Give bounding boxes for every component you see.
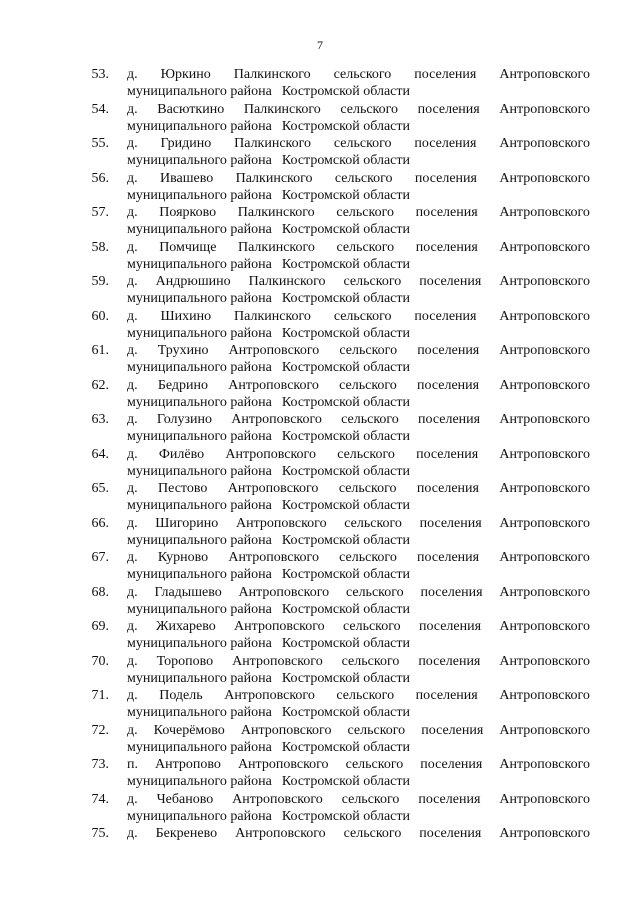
municipal-district-text: муниципального района xyxy=(127,291,272,306)
locality-name: Ивашево xyxy=(159,170,214,186)
item-second-line xyxy=(127,566,410,583)
word-settlement: поселения xyxy=(416,446,479,462)
municipal-district-text: муниципального района xyxy=(127,601,272,617)
locality-name: Голузино xyxy=(156,412,213,427)
locality-name: Шигорино xyxy=(155,515,219,531)
item-first-line xyxy=(127,135,590,152)
municipal-district-text: муниципального района xyxy=(127,118,272,134)
item-second-line xyxy=(127,394,410,411)
list-item xyxy=(0,722,640,757)
locality-type: д. xyxy=(127,826,138,841)
item-second-line xyxy=(127,187,410,204)
item-first-line xyxy=(127,411,590,428)
item-first-line xyxy=(127,101,590,118)
district-name: Антроповского xyxy=(499,481,590,496)
item-second-line xyxy=(127,152,410,169)
locality-type: д. xyxy=(127,619,138,634)
word-rural: сельского xyxy=(334,170,393,186)
municipal-district-text: муниципального района xyxy=(127,463,272,479)
item-number: 59. xyxy=(91,274,109,289)
district-name: Антроповского xyxy=(499,308,590,324)
district-name: Антроповского xyxy=(499,136,590,151)
region-text: Костромской области xyxy=(281,808,411,824)
locality-type: д. xyxy=(127,722,138,738)
settlement-name: Палкинского xyxy=(237,205,315,220)
list-item xyxy=(0,791,640,826)
region-text: Костромской области xyxy=(281,567,411,582)
municipal-district-text: муниципального района xyxy=(127,670,272,686)
item-first-line xyxy=(127,170,590,187)
list-item xyxy=(0,825,640,860)
word-rural: сельского xyxy=(341,791,400,807)
item-first-line xyxy=(127,584,590,601)
region-text: Костромской области xyxy=(281,705,411,720)
word-rural: сельского xyxy=(338,481,397,496)
word-settlement: поселения xyxy=(417,343,480,358)
locality-type: д. xyxy=(127,308,138,324)
district-name: Антроповского xyxy=(499,446,590,462)
municipal-district-text: муниципального района xyxy=(127,739,272,755)
word-settlement: поселения xyxy=(416,481,479,496)
municipal-district-text: муниципального района xyxy=(127,429,272,444)
settlement-list xyxy=(0,66,640,860)
item-first-line xyxy=(127,377,590,394)
word-rural: сельского xyxy=(336,239,395,255)
item-first-line xyxy=(127,480,590,497)
item-first-line xyxy=(127,756,590,773)
item-number: 54. xyxy=(91,101,109,117)
district-name: Антроповского xyxy=(499,550,590,565)
list-item xyxy=(0,342,640,377)
region-text: Костромской области xyxy=(281,291,411,306)
district-name: Антроповского xyxy=(499,239,590,255)
municipal-district-text: муниципального района xyxy=(127,84,272,99)
region-text: Костромской области xyxy=(281,360,411,375)
item-second-line xyxy=(127,635,410,652)
settlement-name: Антроповского xyxy=(228,343,320,358)
item-first-line xyxy=(127,791,590,808)
locality-name: Юркино xyxy=(160,67,211,82)
district-name: Антроповского xyxy=(499,412,590,427)
district-name: Антроповского xyxy=(499,757,590,772)
region-text: Костромской области xyxy=(281,774,411,789)
item-number: 62. xyxy=(91,377,109,393)
region-text: Костромской области xyxy=(281,187,411,203)
word-rural: сельского xyxy=(345,584,404,600)
item-second-line xyxy=(127,532,410,549)
locality-name: Поярково xyxy=(159,205,217,220)
region-text: Костромской области xyxy=(281,153,411,168)
settlement-name: Палкинского xyxy=(237,239,315,255)
region-text: Костромской области xyxy=(281,118,411,134)
municipal-district-text: муниципального района xyxy=(127,256,272,272)
list-item xyxy=(0,135,640,170)
word-settlement: поселения xyxy=(420,584,483,600)
item-number: 63. xyxy=(91,412,109,427)
district-name: Антроповского xyxy=(499,170,590,186)
word-settlement: поселения xyxy=(417,377,480,393)
list-item xyxy=(0,308,640,343)
district-name: Антроповского xyxy=(499,584,590,600)
district-name: Антроповского xyxy=(499,619,590,634)
word-settlement: поселения xyxy=(419,274,482,289)
settlement-name: Антроповского xyxy=(224,688,315,703)
item-second-line xyxy=(127,325,410,342)
item-number: 64. xyxy=(91,446,109,462)
list-item xyxy=(0,411,640,446)
item-first-line xyxy=(127,618,590,635)
municipal-district-text: муниципального района xyxy=(127,567,272,582)
district-name: Антроповского xyxy=(499,688,590,703)
locality-name: Чебаново xyxy=(156,791,214,807)
word-rural: сельского xyxy=(333,67,392,82)
item-first-line xyxy=(127,687,590,704)
locality-type: д. xyxy=(127,377,138,393)
region-text: Костромской области xyxy=(281,463,411,479)
settlement-name: Антроповского xyxy=(232,791,323,807)
item-first-line xyxy=(127,515,590,532)
item-second-line xyxy=(127,601,410,618)
item-first-line xyxy=(127,342,590,359)
item-second-line xyxy=(127,290,410,307)
item-number: 57. xyxy=(91,205,109,220)
list-item xyxy=(0,273,640,308)
locality-type: д. xyxy=(127,550,138,565)
settlement-name: Антроповского xyxy=(228,550,319,565)
locality-type: п. xyxy=(127,757,138,772)
locality-name: Андрюшино xyxy=(155,274,231,289)
item-second-line xyxy=(127,83,410,100)
settlement-name: Антроповского xyxy=(234,619,325,634)
item-number: 70. xyxy=(91,653,109,669)
locality-type: д. xyxy=(127,515,138,531)
municipal-district-text: муниципального района xyxy=(127,360,272,375)
word-settlement: поселения xyxy=(414,308,477,324)
district-name: Антроповского xyxy=(499,826,590,841)
locality-name: Шихино xyxy=(160,308,212,324)
list-item xyxy=(0,101,640,136)
settlement-name: Антроповского xyxy=(228,377,319,393)
word-rural: сельского xyxy=(333,136,392,151)
item-first-line xyxy=(127,239,590,256)
item-number: 72. xyxy=(91,722,109,738)
item-second-line xyxy=(127,118,410,135)
item-number: 75. xyxy=(91,826,109,841)
locality-name: Антропово xyxy=(155,757,221,772)
word-settlement: поселения xyxy=(420,757,483,772)
locality-type: д. xyxy=(127,343,138,358)
item-first-line xyxy=(127,446,590,463)
locality-type: д. xyxy=(127,584,138,600)
settlement-name: Антроповского xyxy=(231,412,322,427)
word-rural: сельского xyxy=(341,412,399,427)
item-second-line xyxy=(127,773,410,790)
word-rural: сельского xyxy=(339,343,398,358)
word-settlement: поселения xyxy=(415,205,478,220)
list-item xyxy=(0,515,640,550)
item-second-line xyxy=(127,670,410,687)
region-text: Костромской области xyxy=(281,532,411,548)
locality-type: д. xyxy=(127,274,138,289)
list-item xyxy=(0,618,640,653)
item-number: 68. xyxy=(91,584,109,600)
word-settlement: поселения xyxy=(414,67,477,82)
locality-name: Филёво xyxy=(158,446,205,462)
item-first-line xyxy=(127,204,590,221)
list-item xyxy=(0,446,640,481)
district-name: Антроповского xyxy=(499,722,590,738)
word-rural: сельского xyxy=(347,722,406,738)
word-settlement: поселения xyxy=(418,653,481,669)
settlement-name: Палкинского xyxy=(243,101,321,117)
locality-name: Гладышево xyxy=(154,584,222,600)
item-number: 66. xyxy=(91,515,109,531)
region-text: Костромской области xyxy=(281,222,411,237)
word-rural: сельского xyxy=(336,688,395,703)
item-second-line xyxy=(127,359,410,376)
item-number: 73. xyxy=(91,757,109,772)
district-name: Антроповского xyxy=(499,67,590,82)
region-text: Костромской области xyxy=(281,325,411,341)
item-number: 65. xyxy=(91,481,109,496)
locality-name: Кочерёмово xyxy=(153,722,225,738)
municipal-district-text: муниципального района xyxy=(127,187,272,203)
item-second-line xyxy=(127,808,410,825)
locality-type: д. xyxy=(127,67,138,82)
item-number: 69. xyxy=(91,619,109,634)
region-text: Костромской области xyxy=(281,394,411,410)
region-text: Костромской области xyxy=(281,601,411,617)
locality-name: Торопово xyxy=(156,653,214,669)
locality-type: д. xyxy=(127,688,138,703)
item-second-line xyxy=(127,256,410,273)
word-settlement: поселения xyxy=(418,619,482,634)
municipal-district-text: муниципального района xyxy=(127,498,272,513)
locality-type: д. xyxy=(127,205,138,220)
item-first-line xyxy=(127,549,590,566)
region-text: Костромской области xyxy=(281,84,411,99)
list-item xyxy=(0,170,640,205)
locality-name: Помчище xyxy=(159,239,217,255)
region-text: Костромской области xyxy=(281,670,411,686)
region-text: Костромской области xyxy=(281,739,411,755)
word-rural: сельского xyxy=(337,446,395,462)
word-settlement: поселения xyxy=(419,826,482,841)
item-first-line xyxy=(127,825,590,842)
word-settlement: поселения xyxy=(415,239,478,255)
item-number: 55. xyxy=(91,136,109,151)
region-text: Костромской области xyxy=(281,429,411,444)
settlement-name: Антроповского xyxy=(232,653,323,669)
locality-name: Васюткино xyxy=(157,101,225,117)
municipal-district-text: муниципального района xyxy=(127,705,272,720)
settlement-name: Палкинского xyxy=(248,274,326,289)
settlement-name: Антроповского xyxy=(235,515,327,531)
district-name: Антроповского xyxy=(499,515,590,531)
item-number: 53. xyxy=(91,67,109,82)
district-name: Антроповского xyxy=(499,653,590,669)
district-name: Антроповского xyxy=(499,343,590,358)
list-item xyxy=(0,687,640,722)
locality-name: Гридино xyxy=(160,136,212,151)
list-item xyxy=(0,756,640,791)
settlement-name: Палкинского xyxy=(234,308,311,324)
locality-name: Жихарево xyxy=(155,619,216,634)
municipal-district-text: муниципального района xyxy=(127,222,272,237)
word-settlement: поселения xyxy=(418,791,481,807)
word-settlement: поселения xyxy=(414,170,477,186)
settlement-name: Антроповского xyxy=(227,481,319,496)
locality-name: Курново xyxy=(157,550,209,565)
municipal-district-text: муниципального района xyxy=(127,153,272,168)
word-rural: сельского xyxy=(341,653,400,669)
item-number: 61. xyxy=(91,343,109,358)
item-second-line xyxy=(127,704,410,721)
list-item xyxy=(0,653,640,688)
list-item xyxy=(0,549,640,584)
word-rural: сельского xyxy=(333,308,392,324)
locality-name: Подель xyxy=(159,688,203,703)
word-rural: сельского xyxy=(339,377,397,393)
item-number: 58. xyxy=(91,239,109,255)
locality-type: д. xyxy=(127,136,138,151)
item-number: 60. xyxy=(91,308,109,324)
item-second-line xyxy=(127,221,410,238)
municipal-district-text: муниципального района xyxy=(127,394,272,410)
word-rural: сельского xyxy=(344,515,402,531)
word-settlement: поселения xyxy=(421,722,484,738)
municipal-district-text: муниципального района xyxy=(127,325,272,341)
list-item xyxy=(0,204,640,239)
word-rural: сельского xyxy=(345,757,404,772)
settlement-name: Палкинского xyxy=(234,136,312,151)
locality-type: д. xyxy=(127,412,138,427)
word-rural: сельского xyxy=(342,619,401,634)
municipal-district-text: муниципального района xyxy=(127,774,272,789)
item-number: 74. xyxy=(91,791,109,807)
list-item xyxy=(0,377,640,412)
word-settlement: поселения xyxy=(419,515,482,531)
word-settlement: поселения xyxy=(417,101,480,117)
region-text: Костромской области xyxy=(281,636,411,651)
settlement-name: Антроповского xyxy=(235,826,326,841)
page-number: 7 xyxy=(317,38,323,52)
list-item xyxy=(0,480,640,515)
locality-name: Бекренево xyxy=(155,826,218,841)
item-second-line xyxy=(127,739,410,756)
item-first-line xyxy=(127,722,590,739)
word-settlement: поселения xyxy=(417,550,480,565)
locality-type: д. xyxy=(127,791,138,807)
district-name: Антроповского xyxy=(499,101,590,117)
word-rural: сельского xyxy=(343,826,402,841)
word-settlement: поселения xyxy=(418,412,481,427)
settlement-name: Палкинского xyxy=(233,67,311,82)
word-rural: сельского xyxy=(339,550,397,565)
word-rural: сельского xyxy=(340,101,399,117)
municipal-district-text: муниципального района xyxy=(127,636,272,651)
settlement-name: Антроповского xyxy=(240,722,332,738)
locality-type: д. xyxy=(127,446,138,462)
settlement-name: Антроповского xyxy=(237,757,329,772)
municipal-district-text: муниципального района xyxy=(127,808,272,824)
item-number: 67. xyxy=(91,550,109,565)
locality-name: Трухино xyxy=(157,343,209,358)
list-item xyxy=(0,584,640,619)
municipal-district-text: муниципального района xyxy=(127,532,272,548)
item-second-line xyxy=(127,428,410,445)
item-first-line xyxy=(127,308,590,325)
item-first-line xyxy=(127,273,590,290)
locality-type: д. xyxy=(127,653,138,669)
item-number: 71. xyxy=(91,688,109,703)
region-text: Костромской области xyxy=(281,498,411,513)
word-settlement: поселения xyxy=(415,688,478,703)
locality-type: д. xyxy=(127,481,138,496)
locality-type: д. xyxy=(127,170,138,186)
word-rural: сельского xyxy=(343,274,402,289)
locality-name: Пестово xyxy=(158,481,208,496)
locality-type: д. xyxy=(127,239,138,255)
word-settlement: поселения xyxy=(414,136,477,151)
locality-type: д. xyxy=(127,101,138,117)
district-name: Антроповского xyxy=(499,205,590,220)
settlement-name: Антроповского xyxy=(238,584,330,600)
settlement-name: Палкинского xyxy=(235,170,313,186)
district-name: Антроповского xyxy=(499,377,590,393)
item-number: 56. xyxy=(91,170,109,186)
settlement-name: Антроповского xyxy=(225,446,316,462)
word-rural: сельского xyxy=(336,205,394,220)
locality-name: Бедрино xyxy=(157,377,209,393)
item-first-line xyxy=(127,66,590,83)
item-first-line xyxy=(127,653,590,670)
item-second-line xyxy=(127,497,410,514)
item-second-line xyxy=(127,463,410,480)
district-name: Антроповского xyxy=(499,274,590,289)
list-item xyxy=(0,66,640,101)
region-text: Костромской области xyxy=(281,256,411,272)
district-name: Антроповского xyxy=(499,791,590,807)
list-item xyxy=(0,239,640,274)
